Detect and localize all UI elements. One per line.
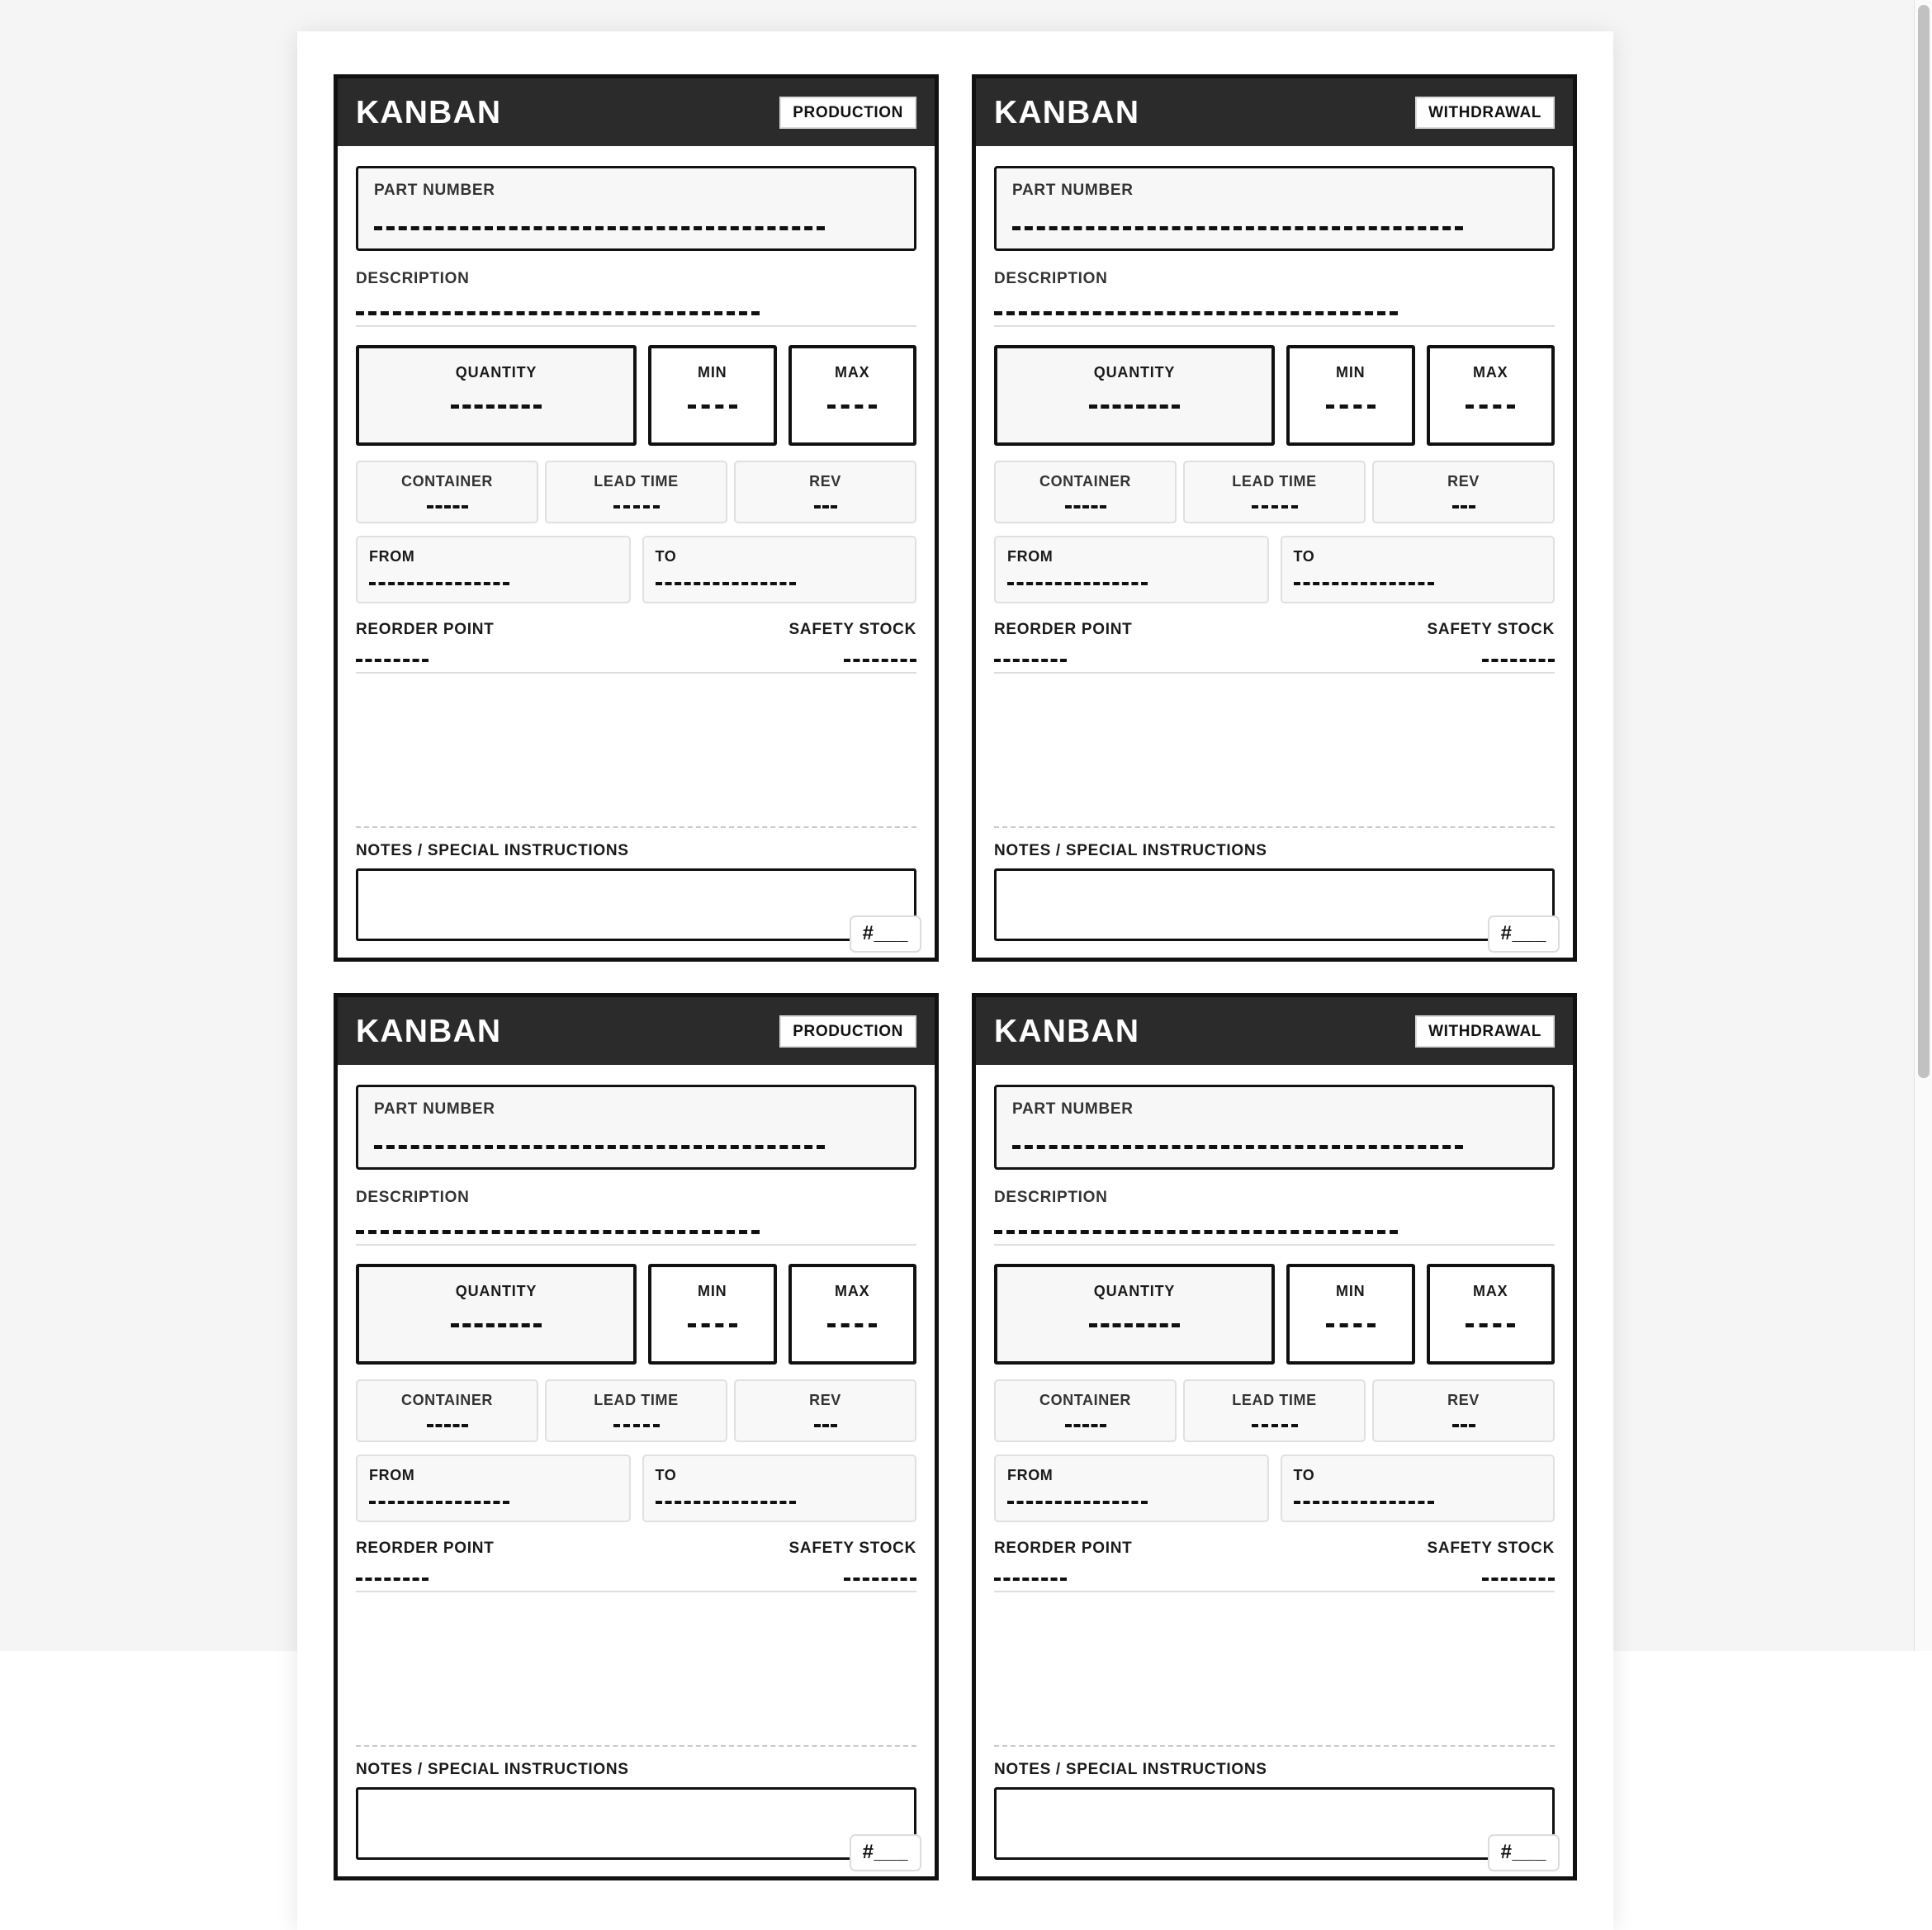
to-write-line[interactable]	[1294, 582, 1434, 585]
max-write-line[interactable]	[827, 404, 877, 409]
card-header	[338, 78, 935, 146]
notes-dashed-divider	[994, 826, 1555, 828]
quantity-row	[994, 1264, 1555, 1365]
from-write-line[interactable]	[1007, 1501, 1148, 1504]
rev-field[interactable]	[734, 1379, 916, 1442]
notes-block	[356, 1761, 916, 1863]
max-field[interactable]	[788, 1264, 917, 1365]
from-label: FROM	[369, 1467, 415, 1483]
lead-time-field[interactable]	[1183, 1379, 1366, 1442]
min-write-line[interactable]	[1326, 404, 1376, 409]
reorder-labels	[356, 1540, 916, 1556]
notes-textarea[interactable]	[356, 868, 916, 941]
to-write-line[interactable]	[656, 1501, 796, 1504]
card-type-badge[interactable]: PRODUCTION	[779, 1015, 916, 1048]
reorder-point-write-line[interactable]	[994, 659, 1067, 662]
rev-write-line[interactable]	[814, 1424, 837, 1427]
section-divider	[356, 1244, 916, 1246]
reorder-point-label: REORDER POINT	[994, 621, 1133, 638]
card-spacer	[356, 1592, 916, 1732]
max-write-line[interactable]	[1466, 404, 1515, 409]
reorder-rules	[994, 1578, 1555, 1581]
from-write-line[interactable]	[369, 582, 509, 585]
max-field[interactable]	[1427, 1264, 1556, 1365]
from-field[interactable]	[994, 536, 1269, 603]
card-number-chip[interactable]: #___	[850, 1834, 921, 1871]
notes-dashed-divider	[356, 1745, 916, 1747]
card-body	[338, 146, 935, 958]
kanban-card[interactable]	[334, 993, 939, 1880]
to-label: TO	[1293, 1467, 1315, 1483]
card-spacer	[994, 674, 1555, 813]
container-label: CONTAINER	[1039, 1392, 1132, 1408]
min-write-line[interactable]	[688, 404, 737, 409]
meta-row	[356, 1379, 916, 1442]
description-field[interactable]	[356, 1190, 916, 1246]
rev-label: REV	[1447, 1392, 1480, 1408]
container-write-line[interactable]	[1065, 1424, 1106, 1427]
quantity-label: QUANTITY	[455, 1283, 537, 1299]
container-field[interactable]	[356, 1379, 538, 1442]
part-number-field[interactable]	[356, 166, 916, 251]
reorder-labels	[994, 1540, 1555, 1556]
min-field[interactable]	[1286, 345, 1415, 446]
notes-textarea[interactable]	[356, 1787, 916, 1860]
part-number-write-line[interactable]	[374, 226, 825, 230]
notes-label: NOTES / SPECIAL INSTRUCTIONS	[356, 1761, 629, 1778]
container-label: CONTAINER	[400, 1392, 494, 1408]
lead-time-field[interactable]	[545, 461, 727, 523]
max-field[interactable]	[788, 345, 917, 446]
part-number-field[interactable]	[356, 1085, 916, 1170]
card-type-badge[interactable]: WITHDRAWAL	[1415, 1015, 1555, 1048]
reorder-point-write-line[interactable]	[994, 1578, 1067, 1581]
to-field[interactable]	[1281, 1455, 1556, 1522]
card-body	[338, 1065, 935, 1876]
reorder-block	[994, 622, 1555, 674]
reorder-point-label: REORDER POINT	[356, 1540, 495, 1557]
route-row	[356, 1455, 916, 1522]
to-field[interactable]	[642, 1455, 917, 1522]
min-label: MIN	[698, 364, 727, 381]
notes-label: NOTES / SPECIAL INSTRUCTIONS	[356, 842, 629, 859]
container-field[interactable]	[994, 461, 1177, 523]
min-label: MIN	[1336, 1283, 1366, 1299]
description-field[interactable]	[994, 1190, 1555, 1246]
meta-row	[994, 461, 1555, 523]
description-label: DESCRIPTION	[356, 270, 470, 287]
description-write-line[interactable]	[994, 311, 1398, 315]
max-label: MAX	[1473, 1283, 1508, 1299]
from-label: FROM	[1007, 1467, 1054, 1483]
lead-time-write-line[interactable]	[613, 1424, 660, 1427]
safety-stock-label: SAFETY STOCK	[1427, 1540, 1555, 1557]
safety-stock-write-line[interactable]	[1482, 1578, 1555, 1581]
card-number-chip[interactable]: #___	[1488, 915, 1560, 953]
max-label: MAX	[835, 1283, 870, 1299]
max-label: MAX	[835, 364, 870, 381]
min-label: MIN	[1336, 364, 1366, 381]
part-number-label: PART NUMBER	[1012, 1100, 1134, 1118]
notes-block	[994, 842, 1555, 944]
from-field[interactable]	[994, 1455, 1269, 1522]
lead-time-field[interactable]	[1183, 461, 1366, 523]
notes-dashed-divider	[356, 826, 916, 828]
to-label: TO	[655, 548, 677, 565]
from-write-line[interactable]	[1007, 582, 1148, 585]
card-title: KANBAN	[356, 94, 502, 130]
description-field[interactable]	[994, 271, 1555, 327]
quantity-field[interactable]	[994, 1264, 1275, 1365]
rev-field[interactable]	[734, 461, 916, 523]
reorder-point-write-line[interactable]	[356, 659, 429, 662]
quantity-label: QUANTITY	[1093, 364, 1176, 381]
to-field[interactable]	[642, 536, 917, 603]
notes-label: NOTES / SPECIAL INSTRUCTIONS	[994, 842, 1267, 859]
kanban-card[interactable]	[972, 74, 1577, 962]
safety-stock-write-line[interactable]	[1482, 659, 1555, 662]
description-label: DESCRIPTION	[994, 270, 1108, 287]
card-spacer	[994, 1592, 1555, 1732]
rev-field[interactable]	[1372, 1379, 1555, 1442]
from-label: FROM	[1007, 548, 1054, 565]
section-divider	[994, 325, 1555, 327]
card-number-chip[interactable]: #___	[1488, 1834, 1560, 1871]
part-number-label: PART NUMBER	[374, 182, 495, 199]
reorder-point-label: REORDER POINT	[994, 1540, 1133, 1557]
to-write-line[interactable]	[656, 582, 796, 585]
min-label: MIN	[698, 1283, 727, 1299]
quantity-write-line[interactable]	[1089, 1323, 1180, 1327]
reorder-point-label: REORDER POINT	[356, 621, 495, 638]
quantity-field[interactable]	[994, 345, 1275, 446]
min-field[interactable]	[1286, 1264, 1415, 1365]
min-write-line[interactable]	[1326, 1323, 1376, 1327]
part-number-field[interactable]	[994, 166, 1555, 251]
reorder-labels	[356, 622, 916, 637]
notes-textarea[interactable]	[994, 1787, 1555, 1860]
rev-label: REV	[809, 473, 841, 490]
min-field[interactable]	[648, 345, 777, 446]
part-number-label: PART NUMBER	[1012, 182, 1134, 199]
container-field[interactable]	[356, 461, 538, 523]
quantity-row	[994, 345, 1555, 446]
section-divider	[994, 1244, 1555, 1246]
quantity-row	[356, 345, 916, 446]
quantity-write-line[interactable]	[451, 1323, 542, 1327]
from-field[interactable]	[356, 1455, 631, 1522]
from-label: FROM	[369, 548, 415, 565]
reorder-point-write-line[interactable]	[356, 1578, 429, 1581]
route-row	[356, 536, 916, 603]
notes-dashed-divider	[994, 1745, 1555, 1747]
rev-label: REV	[809, 1392, 841, 1408]
reorder-block	[994, 1540, 1555, 1592]
lead-time-label: LEAD TIME	[594, 1392, 679, 1408]
description-field[interactable]	[356, 271, 916, 327]
meta-row	[994, 1379, 1555, 1442]
to-write-line[interactable]	[1294, 1501, 1434, 1504]
card-title: KANBAN	[356, 1013, 502, 1049]
safety-stock-label: SAFETY STOCK	[788, 621, 916, 638]
part-number-write-line[interactable]	[1012, 1145, 1463, 1149]
vertical-scrollbar[interactable]	[1914, 0, 1932, 1651]
lead-time-write-line[interactable]	[1252, 505, 1298, 509]
notes-block	[356, 842, 916, 944]
description-label: DESCRIPTION	[994, 1189, 1108, 1206]
rev-write-line[interactable]	[1452, 505, 1475, 509]
kanban-card[interactable]	[334, 74, 939, 962]
description-write-line[interactable]	[994, 1230, 1398, 1234]
print-sheet	[297, 31, 1613, 1930]
rev-label: REV	[1447, 473, 1480, 490]
reorder-block	[356, 622, 916, 674]
card-header	[976, 78, 1573, 146]
reorder-rules	[356, 659, 916, 662]
part-number-label: PART NUMBER	[374, 1100, 495, 1118]
route-row	[994, 1455, 1555, 1522]
lead-time-write-line[interactable]	[613, 505, 660, 509]
safety-stock-label: SAFETY STOCK	[788, 1540, 916, 1557]
max-write-line[interactable]	[827, 1323, 877, 1327]
to-label: TO	[1293, 548, 1315, 565]
kanban-card[interactable]	[972, 993, 1577, 1880]
reorder-rules	[994, 659, 1555, 662]
container-write-line[interactable]	[427, 1424, 468, 1427]
safety-stock-label: SAFETY STOCK	[1427, 621, 1555, 638]
rev-write-line[interactable]	[814, 505, 837, 509]
scrollbar-thumb[interactable]	[1918, 5, 1930, 1078]
card-type-badge[interactable]: WITHDRAWAL	[1415, 97, 1555, 129]
notes-block	[994, 1761, 1555, 1863]
kanban-card-grid	[334, 74, 1577, 1880]
quantity-write-line[interactable]	[1089, 404, 1180, 409]
card-title: KANBAN	[994, 94, 1140, 130]
reorder-rules	[356, 1578, 916, 1581]
notes-label: NOTES / SPECIAL INSTRUCTIONS	[994, 1761, 1267, 1778]
max-field[interactable]	[1427, 345, 1556, 446]
reorder-block	[356, 1540, 916, 1592]
lead-time-label: LEAD TIME	[1232, 473, 1317, 490]
description-label: DESCRIPTION	[356, 1189, 470, 1206]
lead-time-label: LEAD TIME	[594, 473, 679, 490]
safety-stock-write-line[interactable]	[844, 1578, 916, 1581]
from-write-line[interactable]	[369, 1501, 509, 1504]
notes-textarea[interactable]	[994, 868, 1555, 941]
min-write-line[interactable]	[688, 1323, 737, 1327]
route-row	[994, 536, 1555, 603]
max-label: MAX	[1473, 364, 1508, 381]
container-label: CONTAINER	[1039, 473, 1132, 490]
lead-time-field[interactable]	[545, 1379, 727, 1442]
card-header	[976, 997, 1573, 1065]
description-write-line[interactable]	[356, 311, 760, 315]
safety-stock-write-line[interactable]	[844, 659, 916, 662]
card-body	[976, 146, 1573, 958]
container-write-line[interactable]	[427, 505, 468, 509]
card-title: KANBAN	[994, 1013, 1140, 1049]
quantity-write-line[interactable]	[451, 404, 542, 409]
card-spacer	[356, 674, 916, 813]
quantity-label: QUANTITY	[1093, 1283, 1176, 1299]
reorder-labels	[994, 622, 1555, 637]
part-number-field[interactable]	[994, 1085, 1555, 1170]
card-header	[338, 997, 935, 1065]
rev-field[interactable]	[1372, 461, 1555, 523]
quantity-label: QUANTITY	[455, 364, 537, 381]
container-label: CONTAINER	[400, 473, 494, 490]
card-body	[976, 1065, 1573, 1876]
card-type-badge[interactable]: PRODUCTION	[779, 97, 916, 129]
from-field[interactable]	[356, 536, 631, 603]
quantity-row	[356, 1264, 916, 1365]
quantity-field[interactable]	[356, 1264, 637, 1365]
lead-time-label: LEAD TIME	[1232, 1392, 1317, 1408]
meta-row	[356, 461, 916, 523]
rev-write-line[interactable]	[1452, 1424, 1475, 1427]
part-number-write-line[interactable]	[1012, 226, 1463, 230]
lead-time-write-line[interactable]	[1252, 1424, 1298, 1427]
quantity-field[interactable]	[356, 345, 637, 446]
to-field[interactable]	[1281, 536, 1556, 603]
container-write-line[interactable]	[1065, 505, 1106, 509]
to-label: TO	[655, 1467, 677, 1483]
container-field[interactable]	[994, 1379, 1177, 1442]
section-divider	[356, 325, 916, 327]
min-field[interactable]	[648, 1264, 777, 1365]
part-number-write-line[interactable]	[374, 1145, 825, 1149]
description-write-line[interactable]	[356, 1230, 760, 1234]
card-number-chip[interactable]: #___	[850, 915, 921, 953]
max-write-line[interactable]	[1466, 1323, 1515, 1327]
